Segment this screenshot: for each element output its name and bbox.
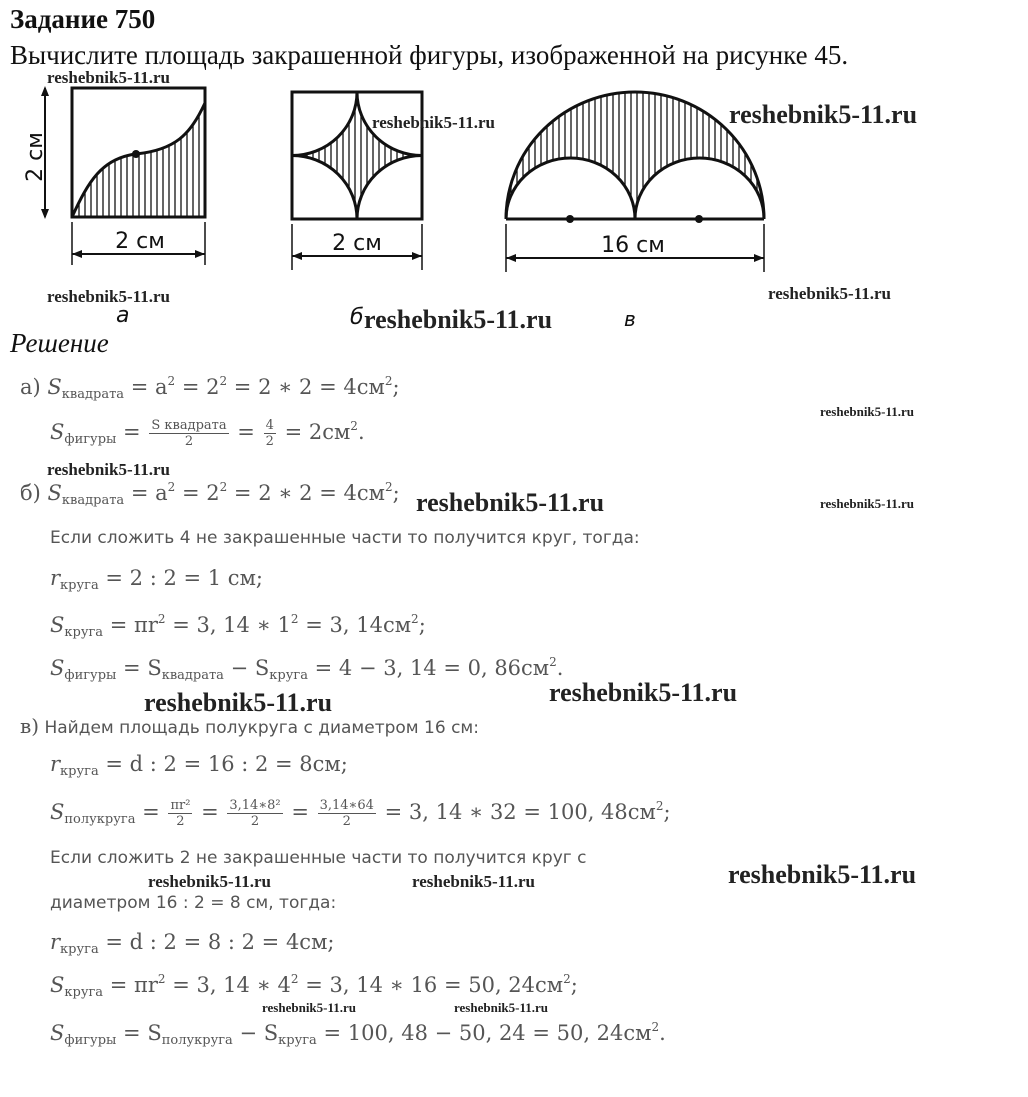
watermark: reshebnik5-11.ru [768,284,891,303]
watermark: reshebnik5-11.ru [364,305,553,334]
solution-c-line-8: $S_{фигуры} = S_{полукруга} - S_{круга} = 100$, 48 − 50, 24 = 50, $24см^2$. [50,1020,666,1048]
solution-b-line-2: Если сложить 4 не закрашенные части то получится круг, тогда: [50,528,640,548]
solution-title: Решение [10,328,109,358]
figure-b-width-label: 2 см [332,231,382,256]
watermark: reshebnik5-11.ru [144,688,333,717]
figure-a-caption: а [116,303,130,328]
solution-a-line-2: $S_{фигуры}$ = $\frac{\text{S квадрата}}{2}$ = $\frac{4}{2}$ = $2см^2$. [50,418,365,449]
watermark: reshebnik5-11.ru [416,488,605,517]
watermark: reshebnik5-11.ru [262,1000,357,1015]
item-label: б) [20,481,41,505]
solution-c-line-3: $S_{полукруга}$ = $\frac{\text{πr²}}{2}$ = $\frac{\text{3,14∗8²}}{2}$ = $\frac{3,14∗64}{2}$ = 3, 14 ∗ 32 = 100, $48см^2$; [50,798,671,829]
watermark: reshebnik5-11.ru [454,1000,549,1015]
solution-c-line-1: в) Найдем площадь полукруга с диаметром 16 см: [20,714,479,738]
figure-a-width-label: 2 см [115,229,165,254]
figure-a-height-label: 2 см [23,132,48,182]
figure-b-caption: б [350,305,364,330]
watermark: reshebnik5-11.ru [820,496,915,511]
solution-c-line-2: $r_{круга} = d$ : 2 = 16 : 2 = 8см; [50,752,348,779]
watermark: reshebnik5-11.ru [372,113,495,132]
watermark: reshebnik5-11.ru [47,287,170,306]
task-title: Задание 750 [10,4,156,34]
figure-c [506,92,764,330]
solution-a-line-1: а) $S_{квадрата} = a^2 = 2^2 = 2$ ∗ $2 = 4см^2$; [20,374,400,402]
solution-b-line-1: б) $S_{квадрата} = a^2 = 2^2 = 2$ ∗ $2 = 4см^2$; [20,480,400,508]
figure-c-width-label: 16 см [601,233,665,258]
solution-b-line-4: $S_{круга} = \pi r^2 = 3$, 14 ∗ $1^2 = 3$, $14см^2$; [50,612,426,640]
item-label: в) [20,714,40,738]
watermark: reshebnik5-11.ru [728,860,917,889]
watermark: reshebnik5-11.ru [47,460,170,479]
figure-45 [0,0,1028,330]
solution-c-line-7: $S_{круга} = \pi r^2 = 3$, 14 ∗ $4^2 = 3$, 14 ∗ 16 = 50, $24см^2$; [50,972,578,1000]
item-label: а) [20,375,41,399]
watermark: reshebnik5-11.ru [47,68,170,87]
task-statement: Вычислите площадь закрашенной фигуры, изображенной на рисунке 45. [10,40,849,70]
solution-c-line-6: $r_{круга} = d$ : 2 = 8 : 2 = 4см; [50,930,335,957]
watermark: reshebnik5-11.ru [148,872,271,891]
watermark: reshebnik5-11.ru [412,872,535,891]
solution-c-line-4: Если сложить 2 не закрашенные части то получится круг с [50,848,587,868]
watermark: reshebnik5-11.ru [820,404,915,419]
solution-c-line-5: диаметром 16 : 2 = 8 см, тогда: [50,893,337,913]
watermark: reshebnik5-11.ru [729,100,918,129]
watermark: reshebnik5-11.ru [549,678,738,707]
figure-c-caption: в [624,307,636,330]
solution-b-line-3: $r_{круга} = 2$ : 2 = 1 см; [50,566,263,593]
solution-b-line-5: $S_{фигуры} = S_{квадрата} - S_{круга} = 4 - 3$, 14 = 0, $86см^2$. [50,655,564,683]
